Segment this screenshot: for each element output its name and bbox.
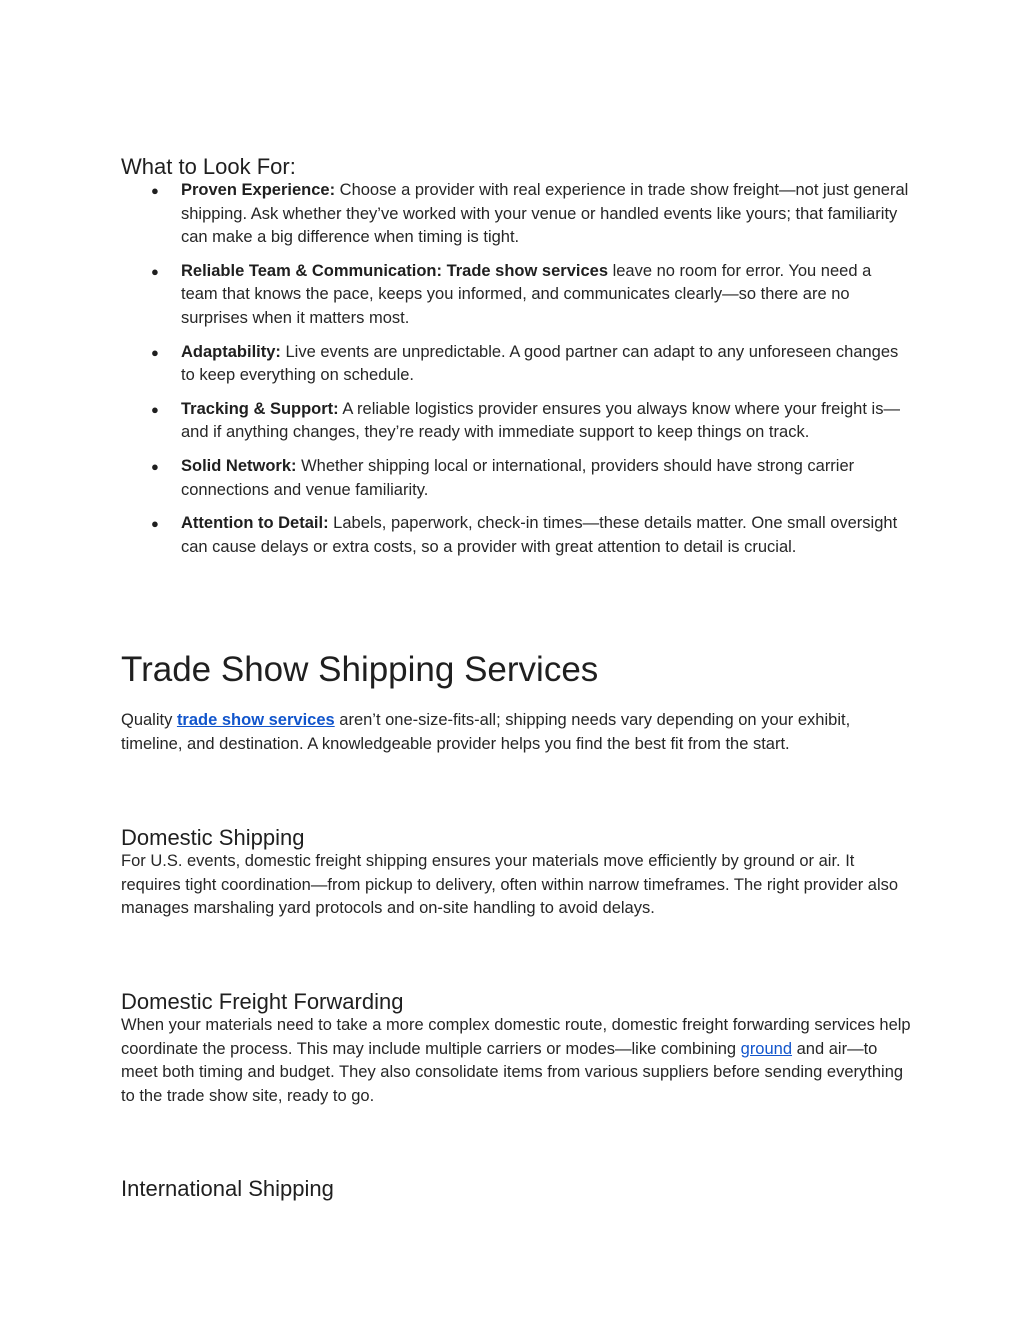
criteria-text: Live events are unpredictable. A good partner can adapt to any unforeseen changes to keep everything on schedule. — [181, 342, 899, 385]
forwarding-text-after: and air—to meet both timing and budget. They also consolidate items from various suppliers before sending everything to the trade show site, ready to go. — [121, 1039, 904, 1105]
what-to-look-for-heading: What to Look For: — [121, 154, 296, 179]
criteria-list — [121, 179, 911, 569]
domestic-shipping-text: For U.S. events, domestic freight shipping ensures your materials move efficiently by ground or air. It requires tight coordination—from pickup to delivery, often within narrow timeframes. The right provider also manages marshaling yard protocols and on-site handling to avoid delays. — [121, 852, 899, 918]
international-shipping-heading: International Shipping — [121, 1176, 334, 1201]
services-intro — [121, 709, 911, 756]
bullet-icon: ● — [151, 263, 159, 279]
criteria-item-communication — [121, 260, 911, 331]
criteria-label: Reliable Team & Communication: Trade show services — [181, 261, 608, 280]
domestic-forwarding-text — [121, 1014, 911, 1108]
ground-link[interactable]: ground — [740, 1039, 793, 1058]
services-title: Trade Show Shipping Services — [121, 650, 599, 689]
trade-show-services-link[interactable]: trade show services — [176, 711, 335, 729]
bullet-icon: ● — [151, 516, 159, 532]
criteria-text: Whether shipping local or international, providers should have strong carrier connections and venue familiarity. — [181, 456, 855, 499]
criteria-label: Solid Network: — [181, 456, 297, 475]
domestic-shipping-heading: Domestic Shipping — [121, 825, 305, 850]
domestic-forwarding-heading: Domestic Freight Forwarding — [121, 989, 404, 1014]
bullet-icon: ● — [151, 458, 159, 474]
forwarding-text-before: When your materials need to take a more complex domestic route, domestic freight forwarding services help coordinate the process. This may include multiple carriers or modes—like combining — [121, 1016, 911, 1058]
criteria-item-adaptability — [121, 341, 911, 388]
bullet-icon: ● — [151, 401, 159, 417]
criteria-label: Proven Experience: — [181, 181, 336, 199]
criteria-item-experience — [121, 179, 911, 250]
bullet-icon: ● — [151, 344, 159, 360]
intro-text-before: Quality — [121, 711, 177, 729]
criteria-label: Attention to Detail: — [181, 514, 329, 533]
criteria-text: A reliable logistics provider ensures you always know where your freight is—and if anything changes, they’re ready with immediate support to keep things on track. — [181, 399, 900, 442]
bullet-icon: ● — [151, 183, 159, 198]
criteria-label: Tracking & Support: — [181, 399, 339, 418]
criteria-item-detail — [121, 512, 911, 559]
criteria-text: Labels, paperwork, check-in times—these details matter. One small oversight can cause delays or extra costs, so a provider with great attention to detail is crucial. — [181, 514, 898, 556]
criteria-text: Choose a provider with real experience in trade show freight—not just general shipping. Ask whether they’ve worked with your venue or handled events like yours; that familiarity can make a big difference when timing is tight. — [181, 181, 909, 247]
criteria-label: Adaptability: — [181, 342, 281, 361]
criteria-item-tracking — [121, 398, 911, 445]
intro-text-after: aren’t one-size-fits-all; shipping needs vary depending on your exhibit, timeline, and destination. A knowledgeable provider helps you find the best fit from the start. — [121, 711, 851, 753]
criteria-item-network — [121, 455, 911, 502]
criteria-text: leave no room for error. You need a team that knows the pace, keeps you informed, and communicates clearly—so there are no surprises when it matters most. — [181, 261, 872, 327]
